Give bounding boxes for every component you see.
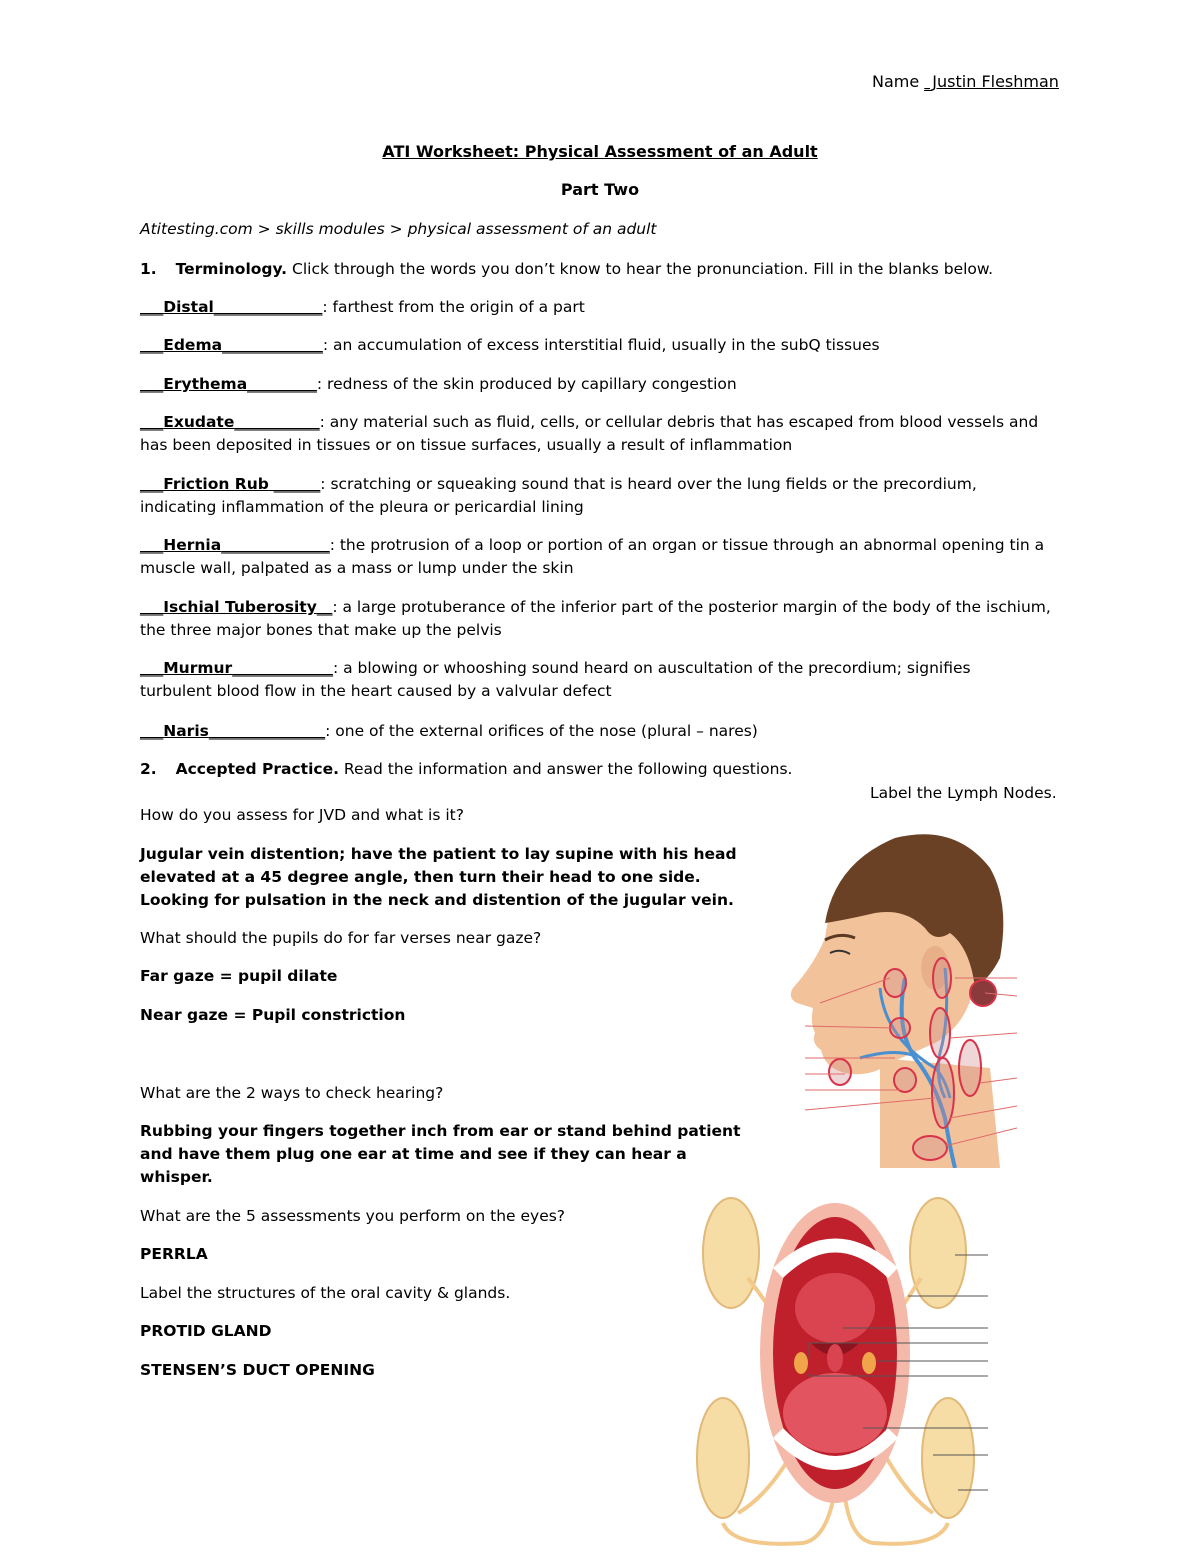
node-supraclavicular xyxy=(913,1136,947,1160)
term-definition: : redness of the skin produced by capillary congestion xyxy=(316,375,737,393)
term-word: Distal xyxy=(163,298,214,316)
breadcrumb: Atitesting.com > skills modules > physical assessment of an adult xyxy=(140,220,657,238)
section-number: 1. xyxy=(140,260,157,278)
term-word: Hernia xyxy=(163,536,222,554)
answer-jvd-1: Jugular vein distention; have the patient to lay supine with his head xyxy=(140,845,737,863)
term-row-erythema xyxy=(140,373,1065,396)
answer-near-gaze: Near gaze = Pupil constriction xyxy=(140,1006,406,1024)
term-definition: : one of the external orifices of the nose (plural – nares) xyxy=(325,722,758,740)
answer-hearing-3: whisper. xyxy=(140,1168,213,1186)
question-eyes: What are the 5 assessments you perform on the eyes? xyxy=(140,1207,566,1225)
term-word: Edema xyxy=(163,336,223,354)
blank-lead: ___ xyxy=(140,722,164,740)
node-submandibular xyxy=(894,1068,916,1092)
term-definition: : the protrusion of a loop or portion of an organ or tissue through an abnormal opening tin a xyxy=(329,536,1045,554)
lymph-nodes-diagram xyxy=(785,828,1025,1168)
answer-hearing-1: Rubbing your fingers together inch from ear or stand behind patient xyxy=(140,1122,741,1140)
blank-trail: _______________ xyxy=(208,722,326,740)
parotid-gland-left xyxy=(703,1198,759,1308)
term-definition: : an accumulation of excess interstitial fluid, usually in the subQ tissues xyxy=(322,336,880,354)
node-superficial-cervical xyxy=(930,1008,950,1058)
question-hearing: What are the 2 ways to check hearing? xyxy=(140,1084,444,1102)
blank-trail: _____________ xyxy=(222,336,323,354)
blank-lead: ___ xyxy=(140,475,164,493)
blank-lead: ___ xyxy=(140,536,164,554)
term-definition-cont: turbulent blood flow in the heart caused by a valvular defect xyxy=(140,682,612,700)
term-row-exudate xyxy=(140,411,1065,457)
label-line xyxy=(950,1033,1017,1038)
parotid-gland-right xyxy=(910,1198,966,1308)
term-definition: : a large protuberance of the inferior part of the posterior margin of the body of the ischium, xyxy=(332,598,1051,616)
term-row-ischial-tuberosity xyxy=(140,596,1065,642)
term-definition-cont: has been deposited in tissues or on tissue surfaces, usually a result of inflammation xyxy=(140,436,793,454)
section-instructions: Read the information and answer the following questions. xyxy=(343,760,793,778)
blank-trail: ___________ xyxy=(234,413,320,431)
term-definition: : scratching or squeaking sound that is heard over the lung fields or the precordium, xyxy=(320,475,977,493)
answer-hearing-2: and have them plug one ear at time and see if they can hear a xyxy=(140,1145,687,1163)
section-instructions: Click through the words you don’t know to hear the pronunciation. Fill in the blanks below. xyxy=(292,260,994,278)
question-pupils: What should the pupils do for far verses near gaze? xyxy=(140,929,542,947)
page-subtitle: Part Two xyxy=(560,180,640,199)
answer-jvd-3: Looking for pulsation in the neck and distention of the jugular vein. xyxy=(140,891,734,909)
submandibular-gland-right xyxy=(922,1398,974,1518)
blank-lead: ___ xyxy=(140,598,164,616)
name-value: _Justin Fleshman xyxy=(924,72,1059,91)
page-title: ATI Worksheet: Physical Assessment of an Adult xyxy=(382,142,818,161)
blank-lead: ___ xyxy=(140,298,164,316)
blank-lead: ___ xyxy=(140,336,164,354)
node-posterior-cervical xyxy=(959,1040,981,1096)
palatine-tonsil-right xyxy=(862,1352,876,1374)
term-word: Friction Rub xyxy=(163,475,269,493)
name-label: Name xyxy=(872,72,920,91)
answer-jvd-2: elevated at a 45 degree angle, then turn their head to one side. xyxy=(140,868,701,886)
term-word: Naris xyxy=(163,722,209,740)
section-2-heading xyxy=(140,758,792,781)
hard-palate xyxy=(795,1273,875,1343)
answer-far-gaze: Far gaze = pupil dilate xyxy=(140,967,338,985)
term-word: Murmur xyxy=(163,659,233,677)
section-title: Accepted Practice. xyxy=(175,760,339,778)
term-definition-cont: muscle wall, palpated as a mass or lump under the skin xyxy=(140,559,574,577)
answer-parotid: PROTID GLAND xyxy=(140,1322,272,1340)
term-row-edema xyxy=(140,334,1065,357)
term-row-hernia xyxy=(140,534,1065,580)
term-definition-cont: the three major bones that make up the pelvis xyxy=(140,621,502,639)
blank-trail: _____________ xyxy=(232,659,333,677)
question-oral-cavity: Label the structures of the oral cavity & glands. xyxy=(140,1284,511,1302)
lymph-nodes-label: Label the Lymph Nodes. xyxy=(870,784,1057,802)
term-definition: : farthest from the origin of a part xyxy=(322,298,585,316)
blank-trail: __ xyxy=(316,598,333,616)
submandibular-gland-left xyxy=(697,1398,749,1518)
node-occipital xyxy=(970,980,996,1006)
blank-trail: ______________ xyxy=(213,298,323,316)
tongue xyxy=(783,1373,887,1453)
term-word: Exudate xyxy=(163,413,235,431)
blank-trail: ______ xyxy=(268,475,321,493)
term-word: Ischial Tuberosity xyxy=(163,598,317,616)
blank-lead: ___ xyxy=(140,659,164,677)
term-row-murmur xyxy=(140,657,1065,703)
blank-trail: ______________ xyxy=(221,536,330,554)
section-1-heading xyxy=(140,258,993,281)
blank-lead: ___ xyxy=(140,375,164,393)
answer-stensen: STENSEN’S DUCT OPENING xyxy=(140,1361,375,1379)
node-postauricular xyxy=(933,958,951,998)
term-row-friction-rub xyxy=(140,473,1065,519)
node-submental xyxy=(829,1059,851,1085)
term-word: Erythema xyxy=(163,375,248,393)
term-row-naris xyxy=(140,720,1065,743)
node-preauricular xyxy=(884,969,906,997)
answer-eyes: PERRLA xyxy=(140,1245,208,1263)
name-field xyxy=(872,72,1059,91)
palatine-tonsil-left xyxy=(794,1352,808,1374)
uvula xyxy=(827,1344,843,1372)
term-definition-cont: indicating inflammation of the pleura or pericardial lining xyxy=(140,498,584,516)
section-number: 2. xyxy=(140,760,157,778)
term-definition: : any material such as fluid, cells, or cellular debris that has escaped from blood vessels and xyxy=(319,413,1039,431)
oral-cavity-diagram xyxy=(693,1193,993,1548)
term-definition: : a blowing or whooshing sound heard on auscultation of the precordium; signifies xyxy=(332,659,971,677)
term-row-distal xyxy=(140,296,1065,319)
section-title: Terminology. xyxy=(175,260,288,278)
question-jvd: How do you assess for JVD and what is it? xyxy=(140,806,464,824)
blank-lead: ___ xyxy=(140,413,164,431)
blank-trail: _________ xyxy=(247,375,317,393)
